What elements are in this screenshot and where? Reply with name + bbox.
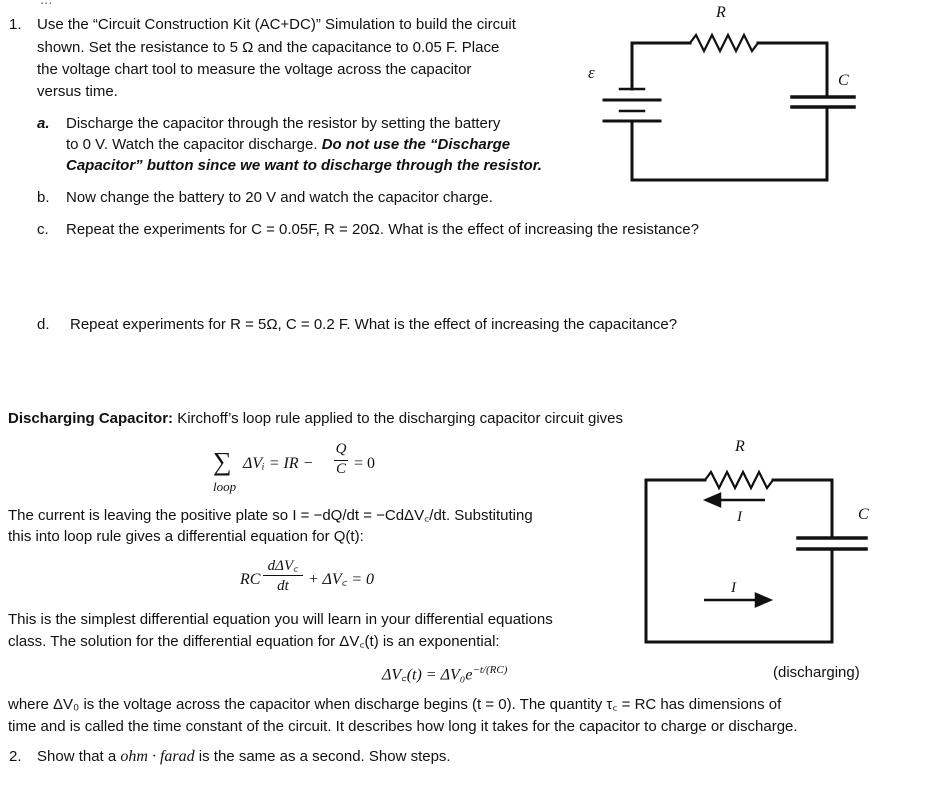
q1c-text: Repeat the experiments for C = 0.05F, R = 20Ω. What is the effect of increasing the resistance? bbox=[66, 221, 699, 238]
q1a-line-2-bold: Do not use the “Discharge bbox=[321, 136, 511, 153]
discharging-intro: Kirchoff’s loop rule applied to the discharging capacitor circuit gives bbox=[177, 410, 623, 427]
q2-unit: ohm · farad bbox=[120, 748, 195, 765]
where-line-1: where ΔV₀ is the voltage across the capacitor when discharge begins (t = 0). The quantity τ꜀ = RC has dimensions of bbox=[8, 696, 782, 713]
current-line-2: this into loop rule gives a differential equation for Q(t): bbox=[8, 528, 364, 545]
q1-line-1: Use the “Circuit Construction Kit (AC+DC)” Simulation to build the circuit bbox=[37, 16, 516, 33]
loop-label: loop bbox=[213, 479, 237, 494]
simplest-line-2: class. The solution for the differential equation for ΔV꜀(t) is an exponential: bbox=[8, 633, 500, 650]
q1b-text: Now change the battery to 20 V and watch the capacitor charge. bbox=[66, 189, 493, 206]
q1a-line-2-text: to 0 V. Watch the capacitor discharge. bbox=[66, 136, 318, 153]
q1a-line-3: Capacitor” button since we want to discharge through the resistor. bbox=[66, 157, 542, 174]
loop-eq-end: = 0 bbox=[354, 455, 376, 472]
circuit2-label-C: C bbox=[858, 506, 869, 523]
circuit2-label-I-top: I bbox=[737, 509, 742, 525]
q1a-label: a. bbox=[37, 115, 50, 132]
solution-main: ΔV꜀(t) = ΔV₀e bbox=[382, 666, 473, 684]
circuit2-arrow-top-head bbox=[706, 494, 720, 506]
loop-eq-denominator: C bbox=[335, 461, 346, 477]
solution-tag: (discharging) bbox=[773, 664, 860, 681]
simplest-line-1: This is the simplest differential equation you will learn in your differential equations bbox=[8, 611, 553, 628]
circuit2-resistor bbox=[705, 472, 773, 488]
discharging-heading: Discharging Capacitor: bbox=[8, 410, 174, 427]
de-end: + ΔV꜀ = 0 bbox=[308, 571, 375, 588]
solution-exponent: −t/(RC) bbox=[472, 664, 508, 676]
circuit1-label-R: R bbox=[716, 4, 726, 21]
q2-text-post: is the same as a second. Show steps. bbox=[198, 748, 451, 765]
loop-eq-main: ΔVᵢ = IR − bbox=[243, 455, 314, 472]
q1d-text: Repeat experiments for R = 5Ω, C = 0.2 F. What is the effect of increasing the capacitance? bbox=[70, 316, 678, 333]
loop-eq-numerator: Q bbox=[335, 441, 347, 457]
de-rc: RC bbox=[240, 571, 261, 588]
q2-number: 2. bbox=[9, 748, 22, 765]
circuit2-arrow-bottom-head bbox=[756, 594, 770, 606]
q1c-label: c. bbox=[37, 221, 49, 238]
circuit2-wire-left-bottom bbox=[646, 480, 832, 642]
q2-text bbox=[37, 748, 451, 766]
q1-line-3: the voltage chart tool to measure the voltage across the capacitor bbox=[37, 61, 472, 78]
q1d-label: d. bbox=[37, 316, 50, 333]
loop-sum-symbol: ∑ bbox=[213, 447, 232, 476]
q2-text-pre: Show that a bbox=[37, 748, 117, 765]
de-numerator: dΔV꜀ bbox=[267, 558, 299, 574]
circuit1-label-emf: ε bbox=[588, 63, 595, 82]
circuit2-label-I-bottom: I bbox=[731, 580, 736, 596]
current-line-1: The current is leaving the positive plate so I = −dQ/dt = −CdΔV꜀/dt. Substituting bbox=[8, 507, 533, 524]
q1a-line-1: Discharge the capacitor through the resistor by setting the battery bbox=[66, 115, 501, 132]
de-denominator: dt bbox=[277, 578, 289, 594]
circuit1-label-C: C bbox=[838, 72, 849, 89]
q1-number: 1. bbox=[9, 16, 22, 33]
q1-line-4: versus time. bbox=[37, 83, 118, 100]
circuit2-wire-top-right bbox=[773, 480, 832, 538]
q1b-label: b. bbox=[37, 189, 50, 206]
q1-line-2: shown. Set the resistance to 5 Ω and the capacitance to 0.05 F. Place bbox=[37, 39, 500, 56]
where-line-2: time and is called the time constant of the circuit. It describes how long it takes for the capacitor to charge or discharge. bbox=[8, 718, 798, 735]
circuit2-label-R: R bbox=[735, 438, 745, 455]
